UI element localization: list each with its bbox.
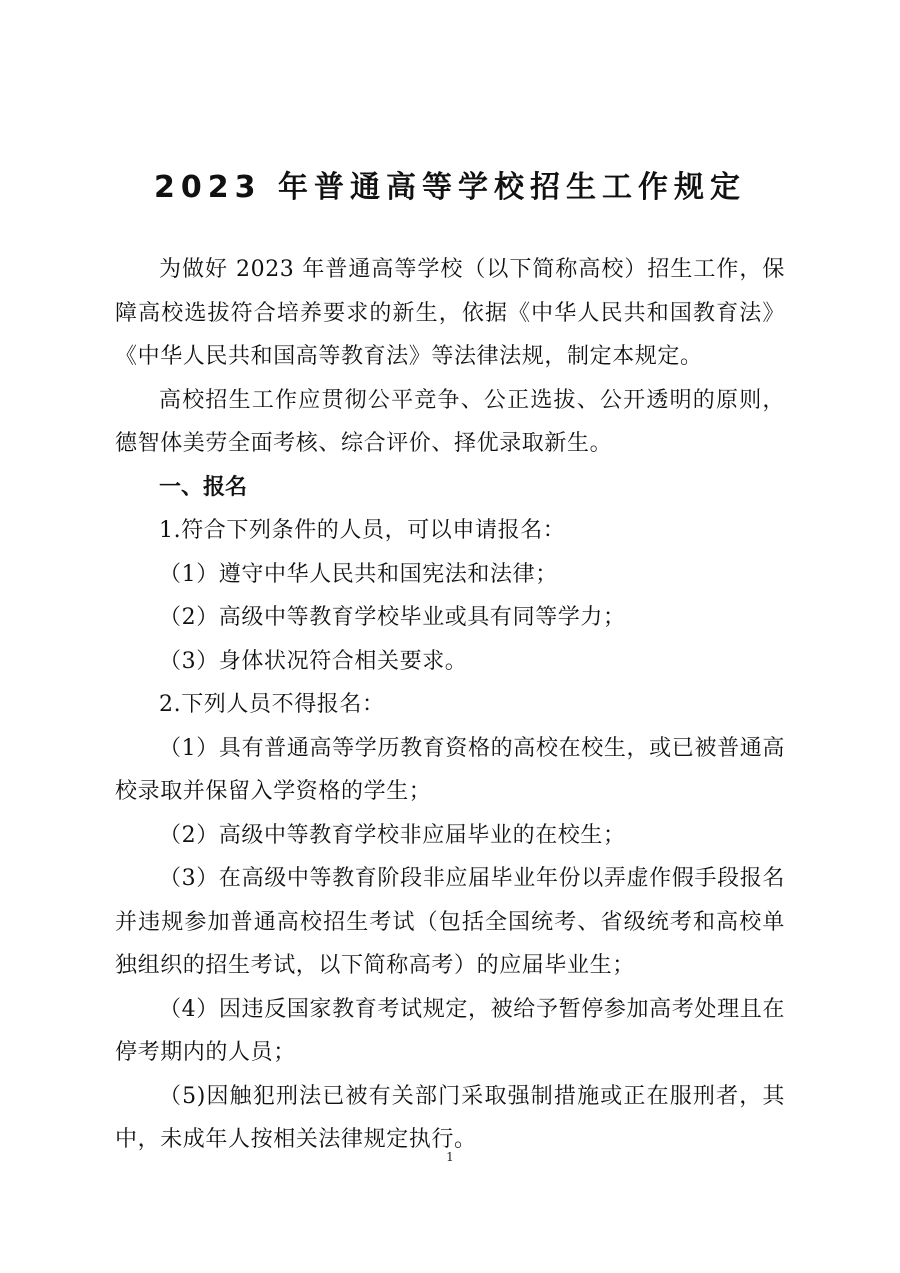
item-1-sub-3: （3）身体状况符合相关要求。 (159, 648, 468, 674)
item-2-sub-2: （2）高级中等教育学校非应届毕业的在校生； (159, 822, 626, 848)
item-2-sub-1: （1）具有普通高等学历教育资格的高校在校生，或已被普通高校录取并保留入学资格的学生； (115, 735, 785, 804)
document-title: 2023 年普通高等学校招生工作规定 (154, 170, 746, 205)
item-1-sub-1: （1）遵守中华人民共和国宪法和法律； (159, 561, 558, 587)
page-number: 1 (446, 1150, 454, 1164)
principle-paragraph: 高校招生工作应贯彻公平竞争、公正选拔、公开透明的原则，德智体美劳全面考核、综合评价、择优录取新生。 (115, 387, 785, 456)
item-2-ineligible: 2.下列人员不得报名： (159, 692, 385, 717)
item-2-sub-5: （5)因触犯刑法已被有关部门采取强制措施或正在服刑者，其中，未成年人按相关法律规定执行。 (115, 1083, 785, 1152)
document-body (115, 248, 785, 1162)
item-2-sub-4: （4）因违反国家教育考试规定，被给予暂停参加高考处理且在停考期内的人员； (115, 996, 785, 1065)
item-1-eligibility: 1.符合下列条件的人员，可以申请报名： (159, 518, 566, 543)
intro-paragraph: 为做好 2023 年普通高等学校（以下简称高校）招生工作，保障高校选拔符合培养要求的新生，依据《中华人民共和国教育法》《中华人民共和国高等教育法》等法律法规，制定本规定。 (115, 257, 785, 369)
item-1-sub-2: （2）高级中等教育学校毕业或具有同等学力； (159, 605, 626, 630)
item-2-sub-3: （3）在高级中等教育阶段非应届毕业年份以弄虚作假手段报名并违规参加普通高校招生考试（包括全国统考、省级统考和高校单独组织的招生考试，以下简称高考）的应届毕业生； (115, 866, 785, 978)
section-heading-registration: 一、报名 (159, 474, 248, 500)
